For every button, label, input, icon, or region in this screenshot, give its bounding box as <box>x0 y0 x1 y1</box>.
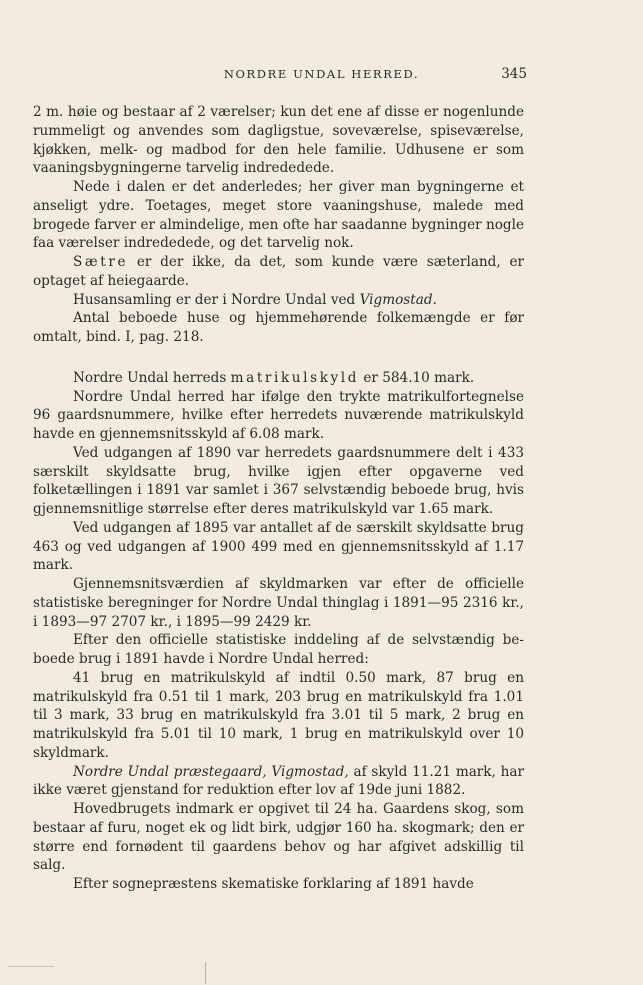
page-number: 345 <box>501 66 527 82</box>
paragraph-gaardsnummere: Nordre Undal herred har ifølge den trykte matrikulfortegnelse 96 gaardsnummere, hvilke efter herredets nuværende matrikulskyld havde en gjennemsnitsskyld af 6.08 mark. <box>33 388 524 442</box>
page-header <box>0 67 643 87</box>
running-title: NORDRE UNDAL HERRED. <box>223 67 420 81</box>
paragraph-brug-1890: Ved udgangen af 1890 var herredets gaardsnummere delt i 433 særskilt skyldsatte brug, hvilke igjen efter opgaverne ved folketællingen i 1891 var samlet i 367 selvstændig beboede brug, hvis gjennemsnitlige størrelse efter deres matrikulskyld var 1.65 mark. <box>33 444 524 517</box>
paragraph-brug-1895: Ved udgangen af 1895 var antallet af de særskilt skyldsatte brug 463 og ved udgangen af 1900 499 med en gjennemsnitsskyld af 1.17 mark. <box>33 519 524 574</box>
matrikulskyld-term: matrikulskyld <box>230 369 360 386</box>
saetre-term: Sætre <box>73 254 129 270</box>
paragraph-husansamling <box>33 291 524 310</box>
paragraph-indmark: Hovedbrugets indmark er opgivet til 24 ha. Gaardens skog, som bestaar af furu, noget ek og lidt birk, udgjør 160 ha. skogmark; den er større end fornødent til gaardens behov og har afgivet adskillig til salg. <box>33 801 524 874</box>
paragraph-population-ref: Antal beboede huse og hjemmehørende folkemængde er før omtalt, bind. I, pag. 218. <box>33 310 524 345</box>
paragraph-inddeling-intro: Efter den officielle statistiske inddeling af de selvstændig beboede brug i 1891 havde i Nordre Undal herred: <box>33 632 524 667</box>
paragraph-sogneprest: Efter sognepræstens skematiske forklaring af 1891 havde <box>73 876 474 892</box>
paragraph-housing-continued: 2 m. høie og bestaar af 2 værelser; kun det ene af disse er nogenlunde rummeligt og anvendes som dagligstue, soveværelse, spiseværelse, kjøkken, melk- og madbod for den hele familie. Udhusene er som vaaningsbygningerne tarvelig indrededede. <box>33 104 524 177</box>
matrikul-text-pre: Nordre Undal herreds <box>73 369 231 386</box>
praestegaard-text: af skyld 11.21 mark, har ikke været gjenstand for reduktion efter lov af 19de juni 1882. <box>33 763 525 799</box>
paragraph-matrikulskyld <box>33 369 524 388</box>
saetre-text: er der ikke, da det, som kunde være sæterland, er optaget af heiegaarde. <box>33 254 524 289</box>
matrikul-text-post: er 584.10 mark. <box>359 369 475 386</box>
paragraph-praestegaard <box>33 763 524 801</box>
husansamling-text: Husansamling er der i Nordre Undal ved <box>73 291 360 308</box>
paragraph-skyldmark-value: Gjennemsnitsværdien af skyldmarken var efter de officielle statistiske beregninger for Nordre Undal thinglag i 1891—95 2316 kr., i 1893—97 2707 kr., i 1895—99 2429 kr. <box>33 576 524 630</box>
body-text <box>33 103 524 894</box>
section-gap <box>33 347 524 369</box>
margin-mark-bottom <box>205 962 206 984</box>
place-name-vigmostad: Vigmostad. <box>359 291 437 308</box>
margin-mark-left <box>8 966 54 967</box>
paragraph-valley-buildings: Nede i dalen er det anderledes; her giver man bygningerne et anseligt ydre. Toetages, meget store vaaningshuse, malede med brogede farver er almindelige, men ofte har saadanne bygninger nogle faa værelser indrededede, og det tarvelig nok. <box>33 179 524 252</box>
praestegaard-title: Nordre Undal præstegaard, Vigmostad, <box>73 763 349 780</box>
paragraph-saetre <box>33 253 524 291</box>
paragraph-brug-breakdown: 41 brug en matrikulskyld af indtil 0.50 mark, 87 brug en matrikulskyld fra 0.51 til 1 mark, 203 brug en matrikulskyld fra 1.01 til 3 mark, 33 brug en matrikulskyld fra 3.01 til 5 mark, 2 brug en matrikulskyld fra 5.01 til 10 mark, 1 brug en matrikulskyld over 10 skyldmark. <box>33 669 524 761</box>
